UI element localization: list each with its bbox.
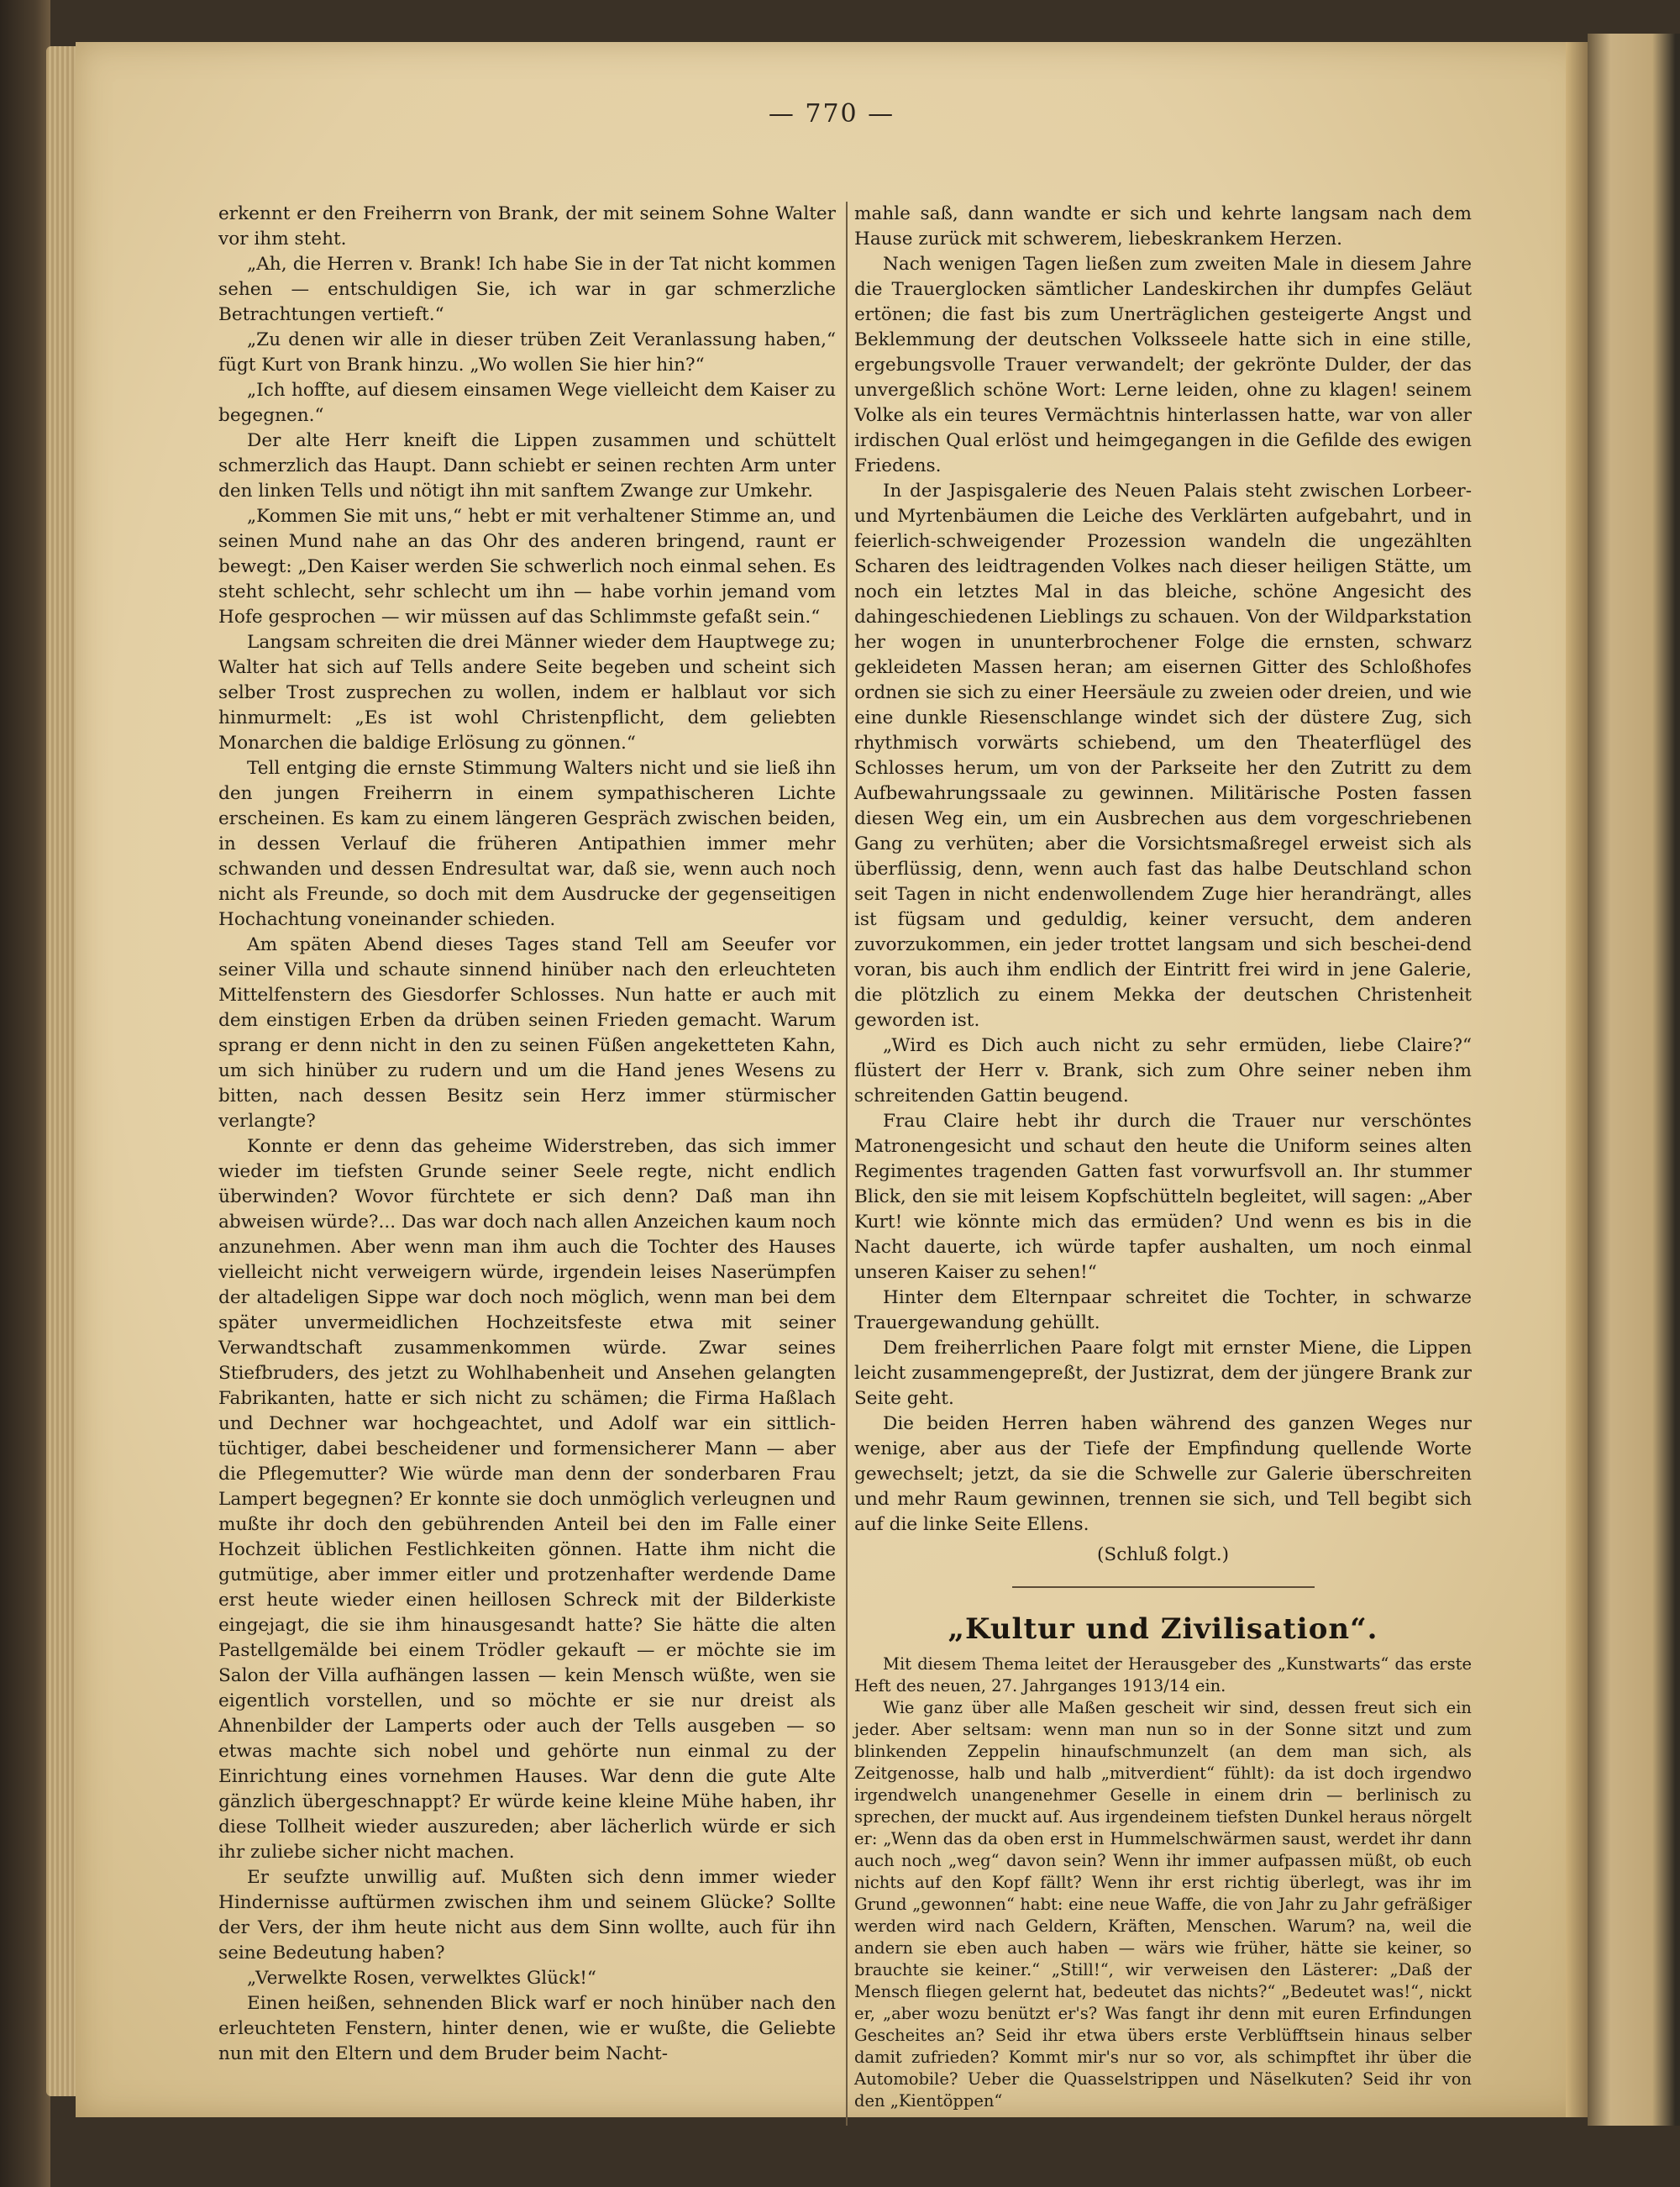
- paragraph: Dem freiherrlichen Paare folgt mit ernster Miene, die Lippen leicht zusammengepreßt, der Justizrat, dem der jüngere Brank zur Seite geht.: [854, 1338, 1472, 1409]
- paragraph: Er seufzte unwillig auf. Mußten sich denn immer wieder Hindernisse auftürmen zwischen ihm und seinem Glücke? Sollte der Vers, der ihm heute nicht aus dem Sinn wollte, auch für ihn seine Bedeutung haben?: [218, 1867, 836, 1964]
- paragraph: Hinter dem Elternpaar schreitet die Tochter, in schwarze Trauergewandung gehüllt.: [854, 1287, 1472, 1333]
- paragraph: Frau Claire hebt ihr durch die Trauer nur verschöntes Matronengesicht und schaut den heute die Uniform seines alten Regimentes tragenden Gatten fast vorwurfsvoll an. Ihr stummer Blick, den sie mit leisem Kopfschütteln begleitet, will sagen: „Aber Kurt! wie könnte mich das ermüden? Und wenn es bis in die Nacht dauerte, ich würde tapfer aushalten, um noch einmal unseren Kaiser zu sehen!“: [854, 1111, 1472, 1283]
- paragraph: In der Jaspisgalerie des Neuen Palais steht zwischen Lorbeer- und Myrtenbäumen die Leiche des Verklärten aufgebahrt, und in feierlich-schweigender Prozession wandeln die ungezählten Scharen des leidtragenden Volkes nach dieser heiligen Stätte, um noch ein letztes Mal in das bleiche, schöne Angesicht des dahingeschiedenen Lieblings zu schauen. Von der Wildparkstation her wogen in ununterbrochener Folge die ernsten, schwarz gekleideten Massen heran; am eisernen Gitter des Schloßhofes ordnen sie sich zu einer Heersäule zu zweien oder dreien, und wie eine dunkle Riesenschlange windet sich der düstere Zug, sich rhythmisch vorwärts schiebend, um den Theaterflügel des Schlosses herum, um von der Parkseite her den Zutritt zu dem Aufbewahrungssaale zu gewinnen. Militärische Posten fassen diesen Weg ein, um ein Ausbrechen aus dem vorgeschriebenen Gang zu verhüten; aber die Vorsichtsmaßregel erweist sich als überflüssig, denn, wenn auch fast das halbe Deutschland schon seit Tagen in nicht endenwollendem Zuge hier herandrängt, alles ist fügsam und geduldig, keiner versucht, dem anderen zuvorzukommen, ein jeder trottet langsam und sich beschei-dend voran, bis auch ihm endlich der Eintritt frei wird in jene Galerie, die plötzlich zu einem Mekka der deutschen Christenheit geworden ist.: [854, 481, 1472, 1031]
- paragraph: Die beiden Herren haben während des ganzen Weges nur wenige, aber aus der Tiefe der Empfindung quellende Worte gewechselt; jetzt, da sie die Schwelle zur Galerie überschreiten und mehr Raum gewinnen, trennen sie sich, und Tell begibt sich auf die linke Seite Ellens.: [854, 1413, 1472, 1535]
- paragraph: „Wird es Dich auch nicht zu sehr ermüden, liebe Claire?“ flüstert der Herr v. Brank, sich zum Ohre seiner neben ihm schreitenden Gattin beugend.: [854, 1035, 1472, 1107]
- article-paragraph: Wie ganz über alle Maßen gescheit wir sind, dessen freut sich ein jeder. Aber seltsam: wenn man nun so in der Sonne sitzt und zum blinkenden Zeppelin hinaufschmunzelt (an dem man sich, als Zeitgenosse, halb und halb „mitverdient“ fühlt): da ist doch irgendwo irgendwelch unangenehmer Geselle in einem drin — berlinisch zu sprechen, der muckt auf. Aus irgendeinem tiefsten Dunkel heraus nörgelt er: „Wenn das da oben erst in Hummelschwärmen saust, werdet ihr dann auch noch „weg“ davon sein? Wenn ihr immer aufpassen müßt, ob euch nichts auf den Kopf fällt? Wenn ihr erst richtig überlegt, was ihr im Grund „gewonnen“ habt: eine neue Waffe, die von Jahr zu Jahr gefräßiger werden wird nach Geldern, Kräften, Menschen. Warum? na, weil die andern sie eben auch haben — wärs wie früher, hätte sie keiner, so brauchte sie keiner.“ „Still!“, wir verweisen den Lästerer: „Daß der Mensch fliegen gelernt hat, bedeutet das nichts?“ „Bedeutet was!“, nickt er, „aber wozu benützt er's? Was fangt ihr denn mit euren Erfindungen Gescheites an? Seid ihr etwa übers erste Verblüfftsein hinaus selber damit zufrieden? Kommt mir's nur so vor, als schimpftet ihr über die Automobile? Ueber die Quasselstrippen und Näselkuten? Seid ihr von den „Kientöppen“: [854, 1698, 1472, 2111]
- left-column: [218, 202, 836, 2067]
- paragraph: erkennt er den Freiherrn von Brank, der mit seinem Sohne Walter vor ihm steht.: [218, 203, 836, 250]
- paragraph: „Zu denen wir alle in dieser trüben Zeit Veranlassung haben,“ fügt Kurt von Brank hinzu. „Wo wollen Sie hier hin?“: [218, 329, 836, 376]
- book-binding-left: [0, 0, 50, 2187]
- paragraph: mahle saß, dann wandte er sich und kehrte langsam nach dem Hause zurück mit schwerem, liebeskrankem Herzen.: [854, 203, 1472, 250]
- paragraph: Tell entging die ernste Stimmung Walters nicht und sie ließ ihn den jungen Freiherrn in einem sympathischeren Lichte erscheinen. Es kam zu einem längeren Gespräch zwischen beiden, in dessen Verlauf die früheren Antipathien immer mehr schwanden und dessen Endresultat war, daß sie, wenn auch noch nicht als Freunde, so doch mit dem Ausdrucke der gegenseitigen Hochachtung voneinander schieden.: [218, 758, 836, 930]
- right-column: [854, 202, 1472, 2112]
- paragraph: Am späten Abend dieses Tages stand Tell am Seeufer vor seiner Villa und schaute sinnend hinüber nach den erleuchteten Mittelfenstern des Giesdorfer Schlosses. Nun hatte er auch mit dem einstigen Erben da drüben seinen Frieden gemacht. Warum sprang er denn nicht in den zu seinen Füßen angeketteten Kahn, um sich hinüber zu rudern und um die Hand jenes Wesens zu bitten, nach dessen Besitz sein Herz immer stürmischer verlangte?: [218, 934, 836, 1132]
- page-stack-edges: [46, 46, 80, 2096]
- paragraph: „Ich hoffte, auf diesem einsamen Wege vielleicht dem Kaiser zu begegnen.“: [218, 380, 836, 426]
- paragraph: Nach wenigen Tagen ließen zum zweiten Male in diesem Jahre die Trauerglocken sämtlicher Landeskirchen ihr dumpfes Geläut ertönen; die fast bis zum Unerträglichen gesteigerte Angst und Beklemmung der deutschen Volksseele hatte sich in eine stille, ergebungsvolle Trauer verwandelt; der gekrönte Dulder, der das unvergeßlich schöne Wort: Lerne leiden, ohne zu klagen! seinem Volke als ein teures Vermächtnis hinterlassen hatte, war von aller irdischen Qual erlöst und heimgegangen in die Gefilde des ewigen Friedens.: [854, 254, 1472, 476]
- page-gutter: [1566, 42, 1588, 2117]
- article-title: „Kultur und Zivilisation“.: [948, 1612, 1378, 1646]
- paragraph: Der alte Herr kneift die Lippen zusammen und schüttelt schmerzlich das Haupt. Dann schiebt er seinen rechten Arm unter den linken Tells und nötigt ihn mit sanftem Zwange zur Umkehr.: [218, 430, 836, 502]
- paragraph: Einen heißen, sehnenden Blick warf er noch hinüber nach den erleuchteten Fenstern, hinter denen, wie er wußte, die Geliebte nun mit den Eltern und dem Bruder beim Nacht-: [218, 1993, 836, 2064]
- page-number: — 770 —: [768, 99, 895, 129]
- paragraph: „Ah, die Herren v. Brank! Ich habe Sie in der Tat nicht kommen sehen — entschuldigen Sie, ich war in gar schmerzliche Betrachtungen vertieft.“: [218, 254, 836, 325]
- serial-note: (Schluß folgt.): [1096, 1544, 1229, 1565]
- article-paragraph: Mit diesem Thema leitet der Herausgeber des „Kunstwarts“ das erste Heft des neuen, 27. Jahrganges 1913/14 ein.: [854, 1654, 1472, 1695]
- section-divider: [1012, 1586, 1315, 1588]
- newspaper-page: [76, 42, 1588, 2117]
- column-rule: [846, 202, 848, 2126]
- paragraph: Konnte er denn das geheime Widerstreben, das sich immer wieder im tiefsten Grunde seiner Seele regte, nicht endlich überwinden? Wovor fürchtete er sich denn? Daß man ihn abweisen würde?... Das war doch nach allen Anzeichen kaum noch anzunehmen. Aber wenn man ihm auch die Tochter des Hauses vielleicht nicht verweigern würde, irgendein leises Naserümpfen der altadeligen Sippe war doch noch möglich, wenn man bei dem später unvermeidlichen Hochzeitsfeste etwa mit seiner Verwandtschaft zusammenkommen würde. Zwar seines Stiefbruders, des jetzt zu Wohlhabenheit und Ansehen gelangten Fabrikanten, hatte er sich nicht zu schämen; die Firma Haßlach und Dechner war hochgeachtet, und Adolf war ein sittlich-tüchtiger, dabei bescheidener und formensicherer Mann — aber die Pflegemutter? Wie würde man denn der sonderbaren Frau Lampert begegnen? Er konnte sie doch unmöglich verleugnen und mußte ihr doch den gebührenden Anteil bei den im Falle einer Hochzeit üblichen Festlichkeiten gönnen. Hatte ihm nicht die gutmütige, aber immer eitler und protzenhafter werdende Dame erst heute wieder einen heillosen Schreck mit der Bilderkiste eingejagt, die sie ihm hinausgesandt hatte? Sie hätte die alten Pastellgemälde bei einem Trödler gekauft — er möchte sie im Salon der Villa aufhängen lassen — kein Mensch wüßte, wen sie eigentlich vorstellen, und so möchte er sie nur dreist als Ahnenbilder der Lamperts oder auch der Tells ausgeben — so etwas machte sich nobel und gehörte nun einmal zu der Einrichtung eines vornehmen Hauses. War denn die gute Alte gänzlich übergeschnappt? Er würde keine kleine Mühe haben, ihr diese Tollheit wieder auszureden; aber lächerlich würde er sich ihr zuliebe sicher nicht machen.: [218, 1136, 836, 1863]
- facing-page-edge: [1588, 34, 1680, 2126]
- paragraph: „Verwelkte Rosen, verwelktes Glück!“: [247, 1968, 596, 1989]
- paragraph: „Kommen Sie mit uns,“ hebt er mit verhaltener Stimme an, und seinen Mund nahe an das Ohr des anderen bringend, raunt er bewegt: „Den Kaiser werden Sie schwerlich noch einmal sehen. Es steht schlecht, sehr schlecht um ihn — habe vorhin jemand vom Hofe gesprochen — wir müssen auf das Schlimmste gefaßt sein.“: [218, 506, 836, 628]
- paragraph: Langsam schreiten die drei Männer wieder dem Hauptwege zu; Walter hat sich auf Tells andere Seite begeben und scheint sich selber Trost zusprechen zu wollen, indem er halblaut vor sich hinmurmelt: „Es ist wohl Christenpflicht, dem geliebten Monarchen die baldige Erlösung zu gönnen.“: [218, 632, 836, 754]
